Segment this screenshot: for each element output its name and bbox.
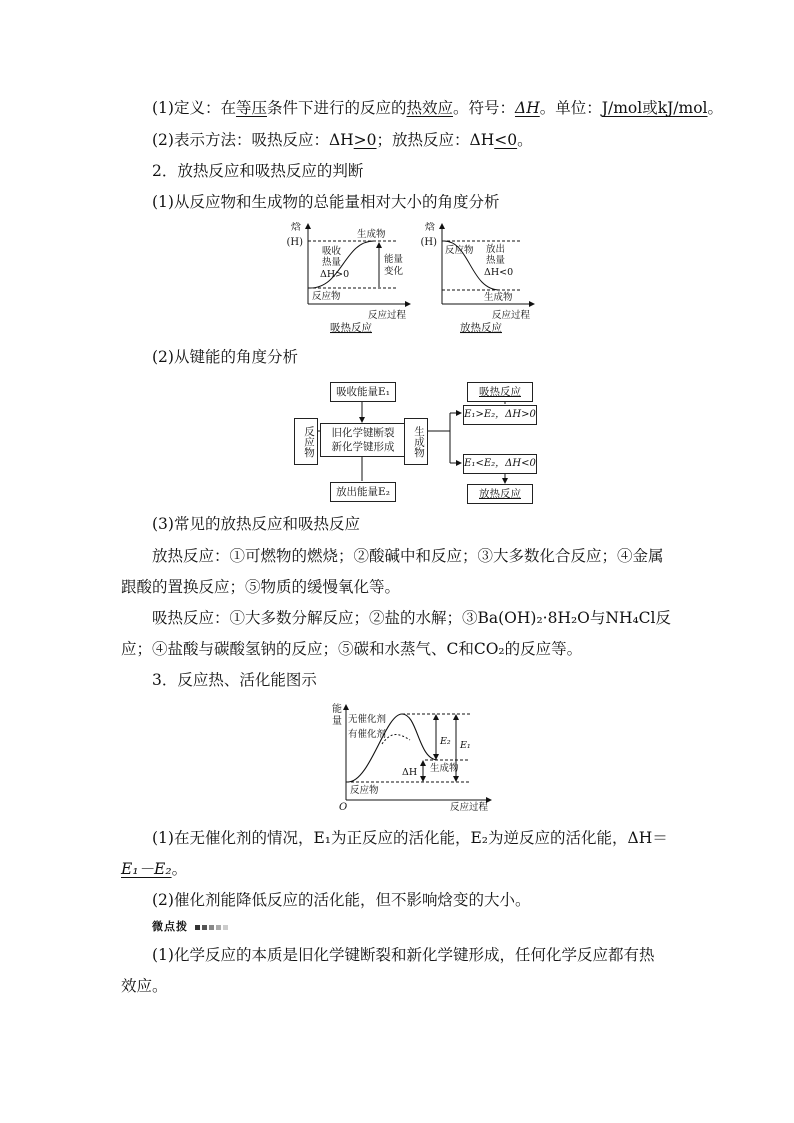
section-3-title: 3．反应热、活化能图示 [152, 671, 317, 689]
section-2-title: 2．放热反应和吸热反应的判断 [152, 162, 364, 180]
subsection-2-title: (2)从键能的角度分析 [152, 348, 298, 366]
endo-dh: ΔH>0 [320, 269, 350, 280]
micro-tip-heading [152, 918, 228, 934]
repr-mid: ；放热反应：ΔH [376, 131, 495, 149]
exo-axis-y2: (H) [420, 237, 437, 248]
activation-energy-diagram [330, 700, 500, 812]
exo-axis-y: 焓 [425, 222, 435, 233]
exo-list-line-1: 放热反应：①可燃物的燃烧；②酸碱中和反应；③大多数化合反应；④金属 [152, 547, 664, 565]
square-icon [223, 925, 228, 930]
def-underline-1: 等压 [235, 99, 267, 117]
endo-change-2: 变化 [384, 266, 404, 277]
endo-absorb-2: 热量 [322, 257, 342, 268]
bond-product-box: 生成物 [404, 418, 428, 465]
def-unit-label: 。单位： [539, 99, 602, 117]
endo-list-line-1: 吸热反应：①大多数分解反应；②盐的水解；③Ba(OH)₂·8H₂O与NH₄Cl反 [152, 609, 672, 627]
endo-caption: 吸热反应 [330, 322, 372, 334]
micro-text-line-1: (1)化学反应的本质是旧化学键断裂和新化学键形成，任何化学反应都有热 [152, 946, 655, 964]
micro-tip-title: 微点拨 [152, 920, 188, 933]
exo-release-2: 热量 [486, 255, 506, 266]
bond-change-box [320, 423, 406, 457]
note-1-formula: E₁－E₂ [121, 860, 172, 878]
subsection-1-title: (1)从反应物和生成物的总能量相对大小的角度分析 [152, 193, 500, 211]
def-prefix: (1)定义：在 [152, 99, 236, 117]
square-icon [202, 925, 207, 930]
endo-axis-y: 焓 [291, 222, 301, 233]
act-origin: O [339, 802, 348, 812]
act-axis-x: 反应过程 [450, 802, 489, 812]
endo-change-1: 能量 [384, 254, 404, 265]
act-product-label: 生成物 [430, 763, 459, 774]
bond-condition-exo: E₁<E₂，ΔH<0 [463, 454, 537, 474]
exo-dh: ΔH<0 [484, 267, 514, 278]
bond-break-text: 旧化学键断裂 [331, 427, 395, 439]
act-e2-label: E₂ [440, 736, 451, 747]
act-reactant-label: 反应物 [350, 785, 379, 796]
square-icon [195, 925, 200, 930]
bond-reactant-box: 反应物 [294, 418, 318, 465]
bond-form-text: 新化学键形成 [331, 441, 395, 453]
act-dh-label: ΔH [402, 767, 418, 778]
bond-condition-endo: E₁>E₂，ΔH>0 [463, 405, 537, 425]
note-2: (2)催化剂能降低反应的活化能，但不影响焓变的大小。 [152, 891, 531, 909]
repr-prefix: (2)表示方法：吸热反应：ΔH [152, 131, 354, 149]
endo-product-label: 生成物 [357, 229, 386, 240]
endo-reactant-label: 反应物 [312, 291, 341, 302]
bond-absorb-box: 吸收能量E₁ [330, 382, 396, 402]
endo-list-line-2: 应；④盐酸与碳酸氢钠的反应；⑤碳和水蒸气、C和CO₂的反应等。 [121, 640, 583, 658]
exothermic-diagram [412, 222, 542, 334]
act-e1-label: E₁ [460, 740, 471, 751]
endothermic-diagram [282, 222, 412, 334]
subsection-3-title: (3)常见的放热反应和吸热反应 [152, 515, 360, 533]
act-axis-y-2: 量 [332, 716, 342, 727]
act-with-catalyst: 有催化剂 [348, 729, 387, 740]
exo-axis-x: 反应过程 [492, 310, 531, 321]
repr-underline-2: <0 [494, 131, 518, 149]
bond-endo-box: 吸热反应 [467, 382, 533, 402]
repr-underline-1: >0 [353, 131, 377, 149]
def-units: J/mol或kJ/mol [601, 99, 708, 117]
note-1-end: 。 [171, 860, 188, 878]
note-1-line-1: (1)在无催化剂的情况，E₁为正反应的活化能，E₂为逆反应的活化能，ΔH＝ [152, 829, 668, 847]
def-end: 。 [707, 99, 724, 117]
act-no-catalyst: 无催化剂 [348, 714, 387, 725]
representation-line [0, 129, 794, 151]
square-icon [209, 925, 214, 930]
exo-list-line-2: 跟酸的置换反应；⑤物质的缓慢氧化等。 [121, 578, 401, 596]
exo-reactant-label: 反应物 [445, 245, 474, 256]
exo-release-1: 放出 [486, 244, 506, 255]
def-symbol: ΔH [515, 99, 540, 117]
endo-absorb-1: 吸收 [322, 246, 342, 257]
definition-line [0, 97, 794, 119]
exo-caption: 放热反应 [460, 322, 502, 334]
exo-product-label: 生成物 [484, 292, 513, 303]
micro-text-line-2: 效应。 [121, 977, 168, 995]
endo-axis-y2: (H) [286, 237, 303, 248]
bond-release-box: 放出能量E₂ [330, 482, 396, 502]
def-underline-2: 热效应 [406, 99, 454, 117]
endo-axis-x: 反应过程 [368, 310, 407, 321]
bond-exo-box: 放热反应 [467, 484, 533, 504]
def-mid: 条件下进行的反应的 [266, 99, 407, 117]
note-1-line-2 [0, 858, 794, 880]
repr-end: 。 [517, 131, 533, 149]
def-symbol-label: 。符号： [453, 99, 516, 117]
act-axis-y-1: 能 [332, 704, 342, 715]
square-icon [216, 925, 221, 930]
